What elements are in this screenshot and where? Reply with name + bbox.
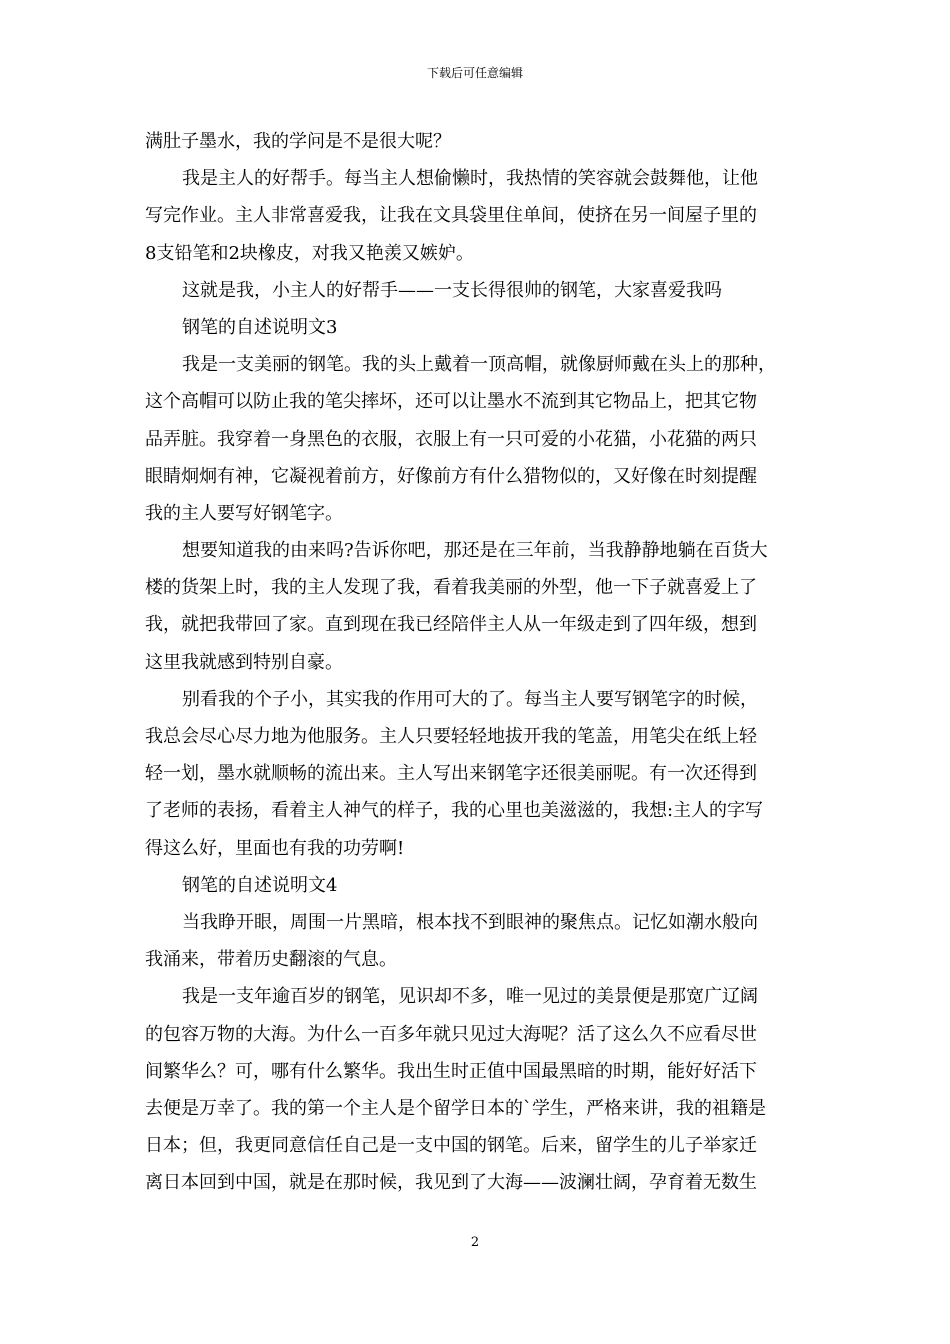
text-line: 想要知道我的由来吗?告诉你吧，那还是在三年前，当我静静地躺在百货大 bbox=[182, 540, 768, 562]
text-line: 了老师的表扬，看着主人神气的样子，我的心里也美滋滋的，我想:主人的字写 bbox=[145, 800, 764, 822]
text-line: 8支铅笔和2块橡皮，对我又艳羡又嫉妒。 bbox=[145, 242, 474, 264]
text-line: 别看我的个子小，其实我的作用可大的了。每当主人要写钢笔字的时候， bbox=[182, 688, 758, 710]
text-line: 写完作业。主人非常喜爱我，让我在文具袋里住单间，使挤在另一间屋子里的 bbox=[145, 205, 757, 227]
text-line: 我涌来，带着历史翻滚的气息。 bbox=[145, 949, 397, 971]
text-line: 这里我就感到特别自豪。 bbox=[145, 651, 343, 673]
text-line: 我，就把我带回了家。直到现在我已经陪伴主人从一年级走到了四年级，想到 bbox=[145, 614, 757, 636]
text-line: 我是一支年逾百岁的钢笔，见识却不多，唯一见过的美景便是那宽广辽阔 bbox=[182, 986, 758, 1008]
document-body bbox=[145, 123, 807, 1201]
text-line: 楼的货架上时，我的主人发现了我，看着我美丽的外型，他一下子就喜爱上了 bbox=[145, 577, 757, 599]
text-line: 这就是我，小主人的好帮手——一支长得很帅的钢笔，大家喜爱我吗 bbox=[182, 279, 722, 301]
text-line: 这个高帽可以防止我的笔尖摔坏，还可以让墨水不流到其它物品上，把其它物 bbox=[145, 391, 757, 413]
text-line: 当我睁开眼，周围一片黑暗，根本找不到眼神的聚焦点。记忆如潮水般向 bbox=[182, 911, 758, 933]
page-number: 2 bbox=[470, 1235, 480, 1250]
text-line: 我的主人要写好钢笔字。 bbox=[145, 502, 343, 524]
text-line: 的包容万物的大海。为什么一百多年就只见过大海呢？活了这么久不应看尽世 bbox=[145, 1023, 757, 1045]
text-line: 钢笔的自述说明文3 bbox=[182, 316, 338, 338]
text-line: 我是主人的好帮手。每当主人想偷懒时，我热情的笑容就会鼓舞他，让他 bbox=[182, 168, 758, 190]
text-line: 轻一划，墨水就顺畅的流出来。主人写出来钢笔字还很美丽呢。有一次还得到 bbox=[145, 763, 757, 785]
text-line: 日本；但，我更同意信任自己是一支中国的钢笔。后来，留学生的儿子举家迁 bbox=[145, 1135, 757, 1157]
text-line: 品弄脏。我穿着一身黑色的衣服，衣服上有一只可爱的小花猫，小花猫的两只 bbox=[145, 428, 757, 450]
text-line: 眼睛炯炯有神，它凝视着前方，好像前方有什么猎物似的，又好像在时刻提醒 bbox=[145, 465, 757, 487]
text-line: 我是一支美丽的钢笔。我的头上戴着一顶高帽，就像厨师戴在头上的那种， bbox=[182, 354, 776, 376]
text-line: 我总会尽心尽力地为他服务。主人只要轻轻地拔开我的笔盖，用笔尖在纸上轻 bbox=[145, 726, 757, 747]
text-line: 去便是万幸了。我的第一个主人是个留学日本的`学生，严格来讲，我的祖籍是 bbox=[145, 1097, 766, 1119]
text-line: 离日本回到中国，就是在那时候，我见到了大海——波澜壮阔，孕育着无数生 bbox=[145, 1172, 757, 1194]
text-line: 满肚子墨水，我的学问是不是很大呢？ bbox=[145, 131, 451, 152]
page-header: 下载后可任意编辑 bbox=[426, 66, 523, 80]
text-line: 钢笔的自述说明文4 bbox=[182, 874, 338, 896]
text-line: 间繁华么？可，哪有什么繁华。我出生时正值中国最黑暗的时期，能好好活下 bbox=[145, 1060, 757, 1082]
text-line: 得这么好，里面也有我的功劳啊! bbox=[145, 837, 405, 859]
